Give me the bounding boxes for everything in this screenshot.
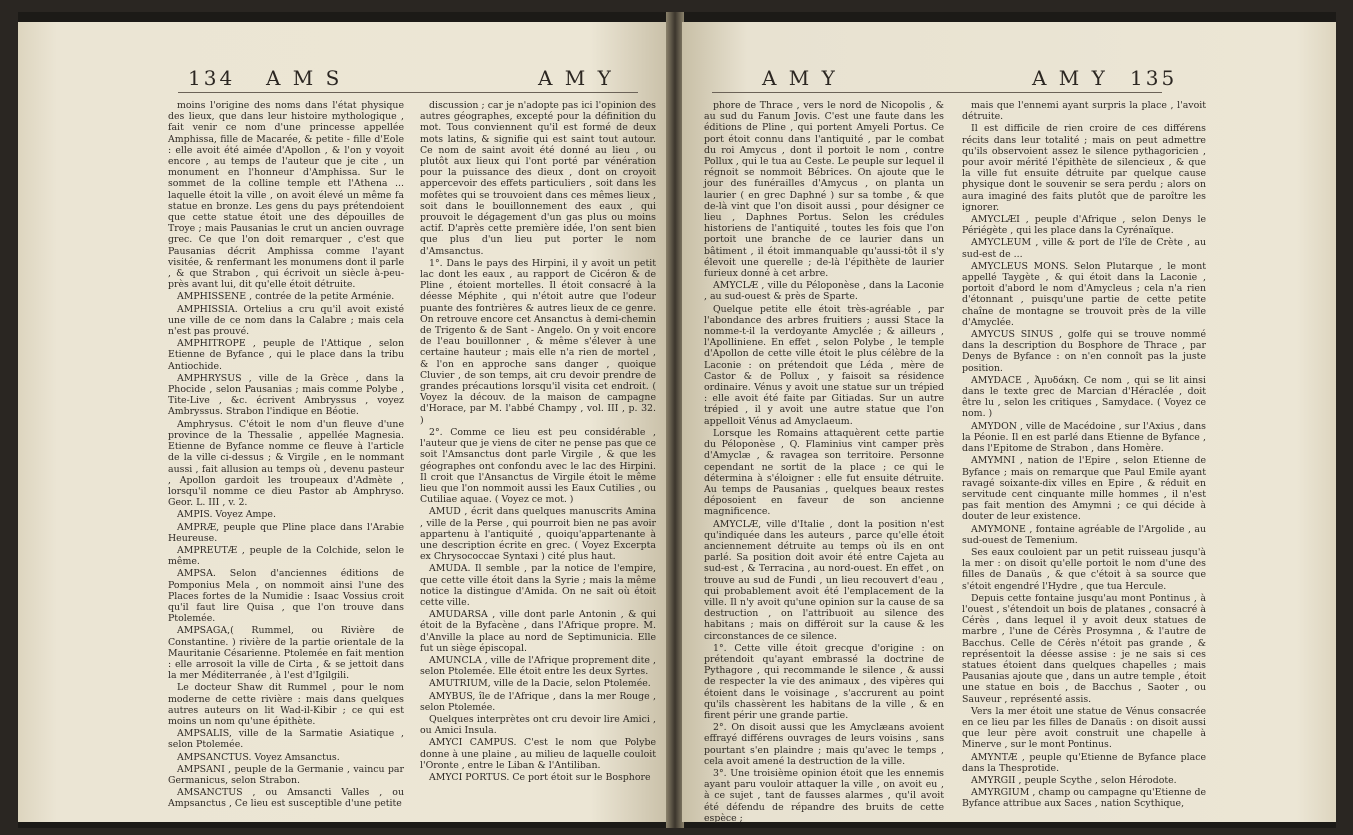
dictionary-entry: mais que l'ennemi ayant surpris la place , l'avoit détruite.	[962, 100, 1206, 123]
dictionary-entry: 1°. Dans le pays des Hirpini, il y avoit un petit lac dont les eaux , au rapport de Cicéron & de Pline , étoient mortelles. Il étoit consacré à la déesse Méphite , qui n'étoit autre que l'odeur puante des fontrières & autres lieux de ce genre. On retrouve encore cet Ansanctus à demi-chemin de Trigento & de Sant - Angelo. On y voit encore de l'eau bouillonner , & même s'élever à une certaine hauteur ; mais elle n'a rien de mortel , & l'on en approche sans danger , quoique Cluvier , de son temps, ait cru devoir prendre de grandes précautions lorsqu'il visita cet endroit. ( Voyez la découv. de la maison de campagne d'Horace, par M. l'abbé Champy , vol. III , p. 32. )	[420, 257, 656, 426]
dictionary-entry: Amphrysus. C'étoit le nom d'un fleuve d'une province de la Thessalie , appellée Magnesia. Etienne de Byfance nomme ce fleuve à l'article de la ville ci-dessus ; & Virgile , en le nommant aussi , fait allusion au temps où , devenu pasteur , Apollon gardoit les troupeaux d'Admète , lorsqu'il nomme ce dieu Pastor ab Amphryso. Geor. L. III , v. 2.	[168, 418, 404, 509]
dictionary-entry: AMSANCTUS , ou Amsancti Valles , ou Ampsanctus , Ce lieu est susceptible d'une petite	[168, 787, 404, 810]
dictionary-entry: AMPSAGA,( Rummel, ou Rivière de Constantine. ) rivière de la partie orientale de la Mauritanie Césarienne. Ptolemée en fait mention : elle arrosoit la ville de Cirta , & se jettoit dans la mer Méditerranée , à l'est d'Igilgili.	[168, 625, 404, 682]
right-header-right: A M Y	[1032, 66, 1108, 90]
dictionary-entry: Ses eaux couloient par un petit ruisseau jusqu'à la mer : on disoit qu'elle portoit le nom d'une des filles de Danaüs , & que c'étoit à sa source que s'étoit engendré l'Hydre , que tua Hercule.	[962, 546, 1206, 592]
dictionary-entry: Il est difficile de rien croire de ces différens récits dans leur totalité ; mais on peut admettre qu'ils observoient assez le silence pythagoricien , pour avoir mérité l'épithète de silencieux , & que la ville fut ensuite détruite par quelque cause physique dont le souvenir se sera perdu ; alors on aura imaginé des faits plutôt que de paroître les ignorer.	[962, 123, 1206, 213]
left-page-number: 134	[188, 66, 236, 90]
dictionary-entry: AMYNTÆ , peuple qu'Etienne de Byfance place dans la Thesprotide.	[962, 751, 1206, 774]
dictionary-entry: 3°. Une troisième opinion étoit que les ennemis ayant paru vouloir attaquer la ville , on avoit eu , à ce sujet , tant de fausses alarmes , qu'il avoit été défendu de répandre des bruits de cette espèce ;	[704, 767, 944, 824]
dictionary-entry: AMPRÆ, peuple que Pline place dans l'Arabie Heureuse.	[168, 521, 404, 544]
dictionary-entry: AMYCUS SINUS , golfe qui se trouve nommé dans la description du Bosphore de Thrace , par Denys de Byfance : on n'en connoît pas la juste position.	[962, 329, 1206, 374]
right-header-left: A M Y	[762, 66, 838, 90]
dictionary-entry: AMPHRYSUS , ville de la Grèce , dans la Phocide , selon Pausanias ; mais comme Polybe , Tite-Live , &c. écrivent Ambryssus , voyez Ambryssus. Strabon l'indique en Béotie.	[168, 372, 404, 418]
dictionary-entry: AMYDON , ville de Macédoine , sur l'Axius , dans la Péonie. Il en est parlé dans Etienne de Byfance , dans l'Epitome de Strabon , dans Homère.	[962, 420, 1206, 455]
dictionary-entry: AMUNCLA , ville de l'Afrique proprement dite , selon Ptolemée. Elle étoit entre les deux Syrtes.	[420, 654, 656, 678]
dictionary-entry: AMYCLÆI , peuple d'Afrique , selon Denys le Périégète , qui les place dans la Cyrénaïque.	[962, 214, 1206, 237]
dictionary-entry: 2°. On disoit aussi que les Amyclæans avoient effrayé différens ouvrages de leurs voisins , sans pourtant s'en plaindre ; mais qu'avec le temps , cela avoit amené la destruction de la ville.	[704, 722, 944, 767]
dictionary-entry: Vers la mer étoit une statue de Vénus consacrée en ce lieu par les filles de Danaüs : on disoit aussi que leur père avoit construit une chapelle à Minerve , sur le mont Pontinus.	[962, 705, 1206, 751]
dictionary-entry: AMUTRIUM, ville de la Dacie, selon Ptolemée.	[429, 678, 651, 690]
left-header-left: A M S	[266, 66, 343, 90]
dictionary-entry: AMYBUS, île de l'Afrique , dans la mer Rouge , selon Ptolemée.	[420, 690, 656, 713]
dictionary-entry: AMUDARSA , ville dont parle Antonin , & qui étoit de la Byfacène , dans l'Afrique propre. M. d'Anville la place au nord de Septimunicia. Elle fut un siège épiscopal.	[420, 609, 656, 654]
right-column-1	[704, 100, 944, 824]
dictionary-entry: phore de Thrace , vers le nord de Nicopolis , & au sud du Fanum Jovis. C'est une faute dans les éditions de Pline , qui portent Amyeli Portus. Ce port étoit connu dans l'antiquité , par le combat du roi Amycus , dont il portoit le nom , contre Pollux , qui le tua au Ceste. Le peuple sur lequel il régnoit se nommoit Bébrices. On ajoute que le jour des funérailles d'Amycus , on planta un laurier ( en grec Daphné ) sur sa tombe , & que de-là vint que l'on disoit aussi , pour désigner ce lieu , Daphnes Portus. Selon les crédules historiens de l'antiquité , toutes les fois que l'on portoit une branche de ce laurier dans un bâtiment , il étoit immanquable qu'aussi-tôt il s'y élevoit une querelle ; de-là l'épithète de laurier furieux donné à cet arbre.	[704, 100, 944, 280]
dictionary-entry: 2°. Comme ce lieu est peu considérable , l'auteur que je viens de citer ne pense pas que ce soit l'Amsanctus dont parle Virgile , & que les géographes ont confondu avec le lac des Hirpini. Il croit que l'Ansanctus de Virgile étoit le même lieu que l'on nommoit aussi les Eaux Cutilies , ou Cutiliae aquae. ( Voyez ce mot. )	[420, 426, 656, 506]
right-page-number: 135	[1130, 66, 1178, 90]
dictionary-entry: AMYCI PORTUS. Ce port étoit sur le Bosphore	[429, 771, 651, 783]
right-column-2	[962, 100, 1206, 812]
dictionary-entry: AMYRGIUM , champ ou campagne qu'Etienne de Byfance attribue aux Saces , nation Scythique,	[962, 787, 1206, 810]
dictionary-entry: AMYRGII , peuple Scythe , selon Hérodote.	[971, 774, 1177, 786]
dictionary-entry: AMPREUTÆ , peuple de la Colchide, selon le même.	[168, 544, 404, 568]
left-header-right: A M Y	[538, 66, 614, 90]
dictionary-entry: AMPHISSIA. Ortelius a cru qu'il avoit existé une ville de ce nom dans la Calabre ; mais cela n'est pas prouvé.	[168, 303, 404, 338]
dictionary-entry: discussion ; car je n'adopte pas ici l'opinion des autres géographes, excepté pour la définition du mot. Tous conviennent qu'il est formé de deux mots latins, & signifie qui est saint tout autour. Ce nom de saint avoit été donné au lieu , ou plutôt aux lieux qui l'ont porté par vénération pour la puissance des dieux , dont on croyoit appercevoir des effets particuliers , soit dans les mofètes qui se trouvoient dans ces mêmes lieux , soit dans le bouillonnement des eaux , qui prouvoit le dégagement d'un gas plus ou moins actif. D'après cette première idée, l'on sent bien que plus d'un lieu put porter le nom d'Amsanctus.	[420, 100, 656, 257]
dictionary-entry: Lorsque les Romains attaquèrent cette partie du Péloponèse , Q. Flaminius vint camper près d'Amyclæ , & ravagea son territoire. Personne cependant ne sortit de la place ; ce qui le détermina à s'éloigner : elle fut ensuite détruite. Au temps de Pausanias , quelques beaux restes déposoient en faveur de son ancienne magnificence.	[704, 427, 944, 518]
dictionary-entry: AMYMONE , fontaine agréable de l'Argolide , au sud-ouest de Temenium.	[962, 523, 1206, 546]
dictionary-entry: AMYCLÆ, ville d'Italie , dont la position n'est qu'indiquée dans les auteurs , parce qu'elle étoit anciennement détruite au temps où ils en ont parlé. Sa position doit avoir été entre Cajeta au sud-est , & Terracina , au nord-ouest. En effet , on trouve au sud de Fundi , un lieu recouvert d'eau , qui probablement avoit été l'emplacement de la ville. Il n'y avoit qu'une opinion sur la cause de sa destruction , on l'attribuoit au silence des habitans ; mais on différoit sur la cause & les circonstances de ce silence.	[704, 518, 944, 642]
dictionary-entry: AMPSALIS, ville de la Sarmatie Asiatique , selon Ptolemée.	[168, 728, 404, 751]
dictionary-entry: AMPSA. Selon d'anciennes éditions de Pomponius Mela , on nommoit ainsi l'une des Places fortes de la Numidie : Isaac Vossius croit qu'il faut lire Quisa , que l'on trouve dans Ptolemée.	[168, 568, 404, 625]
left-page	[18, 22, 668, 822]
dictionary-entry: AMPSANCTUS. Voyez Amsanctus.	[177, 751, 340, 763]
dictionary-entry: AMPIS. Voyez Ampe.	[177, 509, 276, 521]
book-spread	[18, 12, 1336, 828]
left-column-2-hidden	[420, 100, 656, 812]
dictionary-entry: AMPHITROPE , peuple de l'Attique , selon Etienne de Byfance , qui le place dans la tribu Antiochide.	[168, 338, 404, 372]
dictionary-entry: AMYCLEUS MONS. Selon Plutarque , le mont appellé Taygète , & qui étoit dans la Laconie , portoit d'abord le nom d'Amycleus ; cela n'a rien d'étonnant , puisqu'une partie de cette petite chaîne de montagne se trouvoit près de la ville d'Amyclée.	[962, 260, 1206, 328]
left-running-head	[18, 66, 668, 92]
dictionary-entry: AMUDA. Il semble , par la notice de l'empire, que cette ville étoit dans la Syrie ; mais la même notice la distingue d'Amida. On ne sait où étoit cette ville.	[420, 563, 656, 608]
dictionary-entry: AMYCLEUM , ville & port de l'île de Crète , au sud-est de ...	[962, 237, 1206, 260]
dictionary-entry: Quelque petite elle étoit très-agréable , par l'abondance des arbres fruitiers ; aussi Stace la nomme-t-il la verdoyante Amyclée ; & ailleurs , l'Apolliniene. En effet , selon Polybe , le temple d'Apollon de cette ville étoit le plus célèbre de la Laconie : on prétendoit que Léda , mère de Castor & de Pollux , y faisoit sa résidence ordinaire. Vénus y avoit une statue sur un trépied : elle avoit été faite par Gitiadas. Sur un autre trépied , il y avoit une autre statue que l'on appelloit Vénus ad Amyclaeum.	[704, 303, 944, 427]
right-page	[682, 22, 1336, 822]
dictionary-entry: AMYCLÆ , ville du Péloponèse , dans la Laconie , au sud-ouest & près de Sparte.	[704, 280, 944, 303]
left-column-1	[168, 100, 404, 812]
right-running-head	[682, 66, 1336, 92]
dictionary-entry: AMYMNI , nation de l'Epire , selon Etienne de Byfance ; mais on remarque que Paul Emile ayant ravagé soixante-dix villes en Epire , & réduit en servitude cent cinquante mille hommes , il n'est pas fait mention des Amymni ; ce qui décide à douter de leur existence.	[962, 455, 1206, 523]
left-header-rule	[178, 92, 638, 93]
dictionary-entry: Le docteur Shaw dit Rummel , pour le nom moderne de cette rivière : mais dans quelques autres auteurs on lit Wad-il-Kibir ; ce qui est moins un nom qu'une épithète.	[168, 682, 404, 727]
dictionary-entry: AMUD , écrit dans quelques manuscrits Amina , ville de la Perse , qui pourroit bien ne pas avoir appartenu à l'antiquité , quoiqu'appartenante à une description écrite en grec. ( Voyez Excerpta ex Chrysococcae Syntaxi ) cité plus haut.	[420, 506, 656, 563]
dictionary-entry: Depuis cette fontaine jusqu'au mont Pontinus , à l'ouest , s'étendoit un bois de platanes , consacré à Cérès , dans lequel il y avoit deux statues de marbre , l'une de Cérès Prosymna , & l'autre de Bacchus. Celle de Cérès n'étoit pas grande , & représentoit la déesse assise : je ne sais si ces statues étoient dans quelques chapelles ; mais Pausanias ajoute que , dans un autre temple , étoit une statue en bois , de Bacchus , Saoter , ou Sauveur , représenté assis.	[962, 592, 1206, 705]
dictionary-entry: AMYCI CAMPUS. C'est le nom que Polybe donne à une plaine , au milieu de laquelle couloit l'Oronte , entre le Liban & l'Antiliban.	[420, 737, 656, 771]
dictionary-entry: moins l'origine des noms dans l'état physique des lieux, que dans leur histoire mythologique , fait venir ce nom d'une princesse appellée Amphissa, fille de Macarée, & petite - fille d'Eole : elle avoit été aimée d'Apollon , & l'on y voyoit encore , au temps de l'auteur que je cite , un monument en l'honneur d'Amphissa. Sur le sommet de la colline temple ett l'Athena ... laquelle étoit la ville , on avoit élevé un même fa statue en bronze. Les gens du pays prétendoient que cette statue étoit une des dépouilles de Troye ; mais Pausanias le crut un ancien ouvrage grec. Ce que l'on doit remarquer , c'est que Pausanias décrit Amphissa comme l'ayant visitée, & renfermant les monumens dont il parle , & que Strabon , qui écrivoit un siècle à-peu-près avant lui, dit qu'elle étoit détruite.	[168, 100, 404, 291]
dictionary-entry: AMPHISSENE , contrée de la petite Arménie.	[177, 291, 395, 303]
dictionary-entry: AMPSANI , peuple de la Germanie , vaincu par Germanicus, selon Strabon.	[168, 763, 404, 786]
dictionary-entry: 1°. Cette ville étoit grecque d'origine : on prétendoit qu'ayant embrassé la doctrine de Pythagore , qui recommande le silence , & aussi de respecter la vie des animaux , des vipères qui étoient dans le voisinage , s'accrurent au point qu'ils chassèrent les habitans de la ville , & en firent périr une grande partie.	[704, 642, 944, 721]
dictionary-entry: Quelques interprètes ont cru devoir lire Amici , ou Amici Insula.	[420, 713, 656, 737]
dictionary-entry: AMYDACE , Ἀμυδάκη. Ce nom , qui se lit ainsi dans le texte grec de Marcian d'Héraclée , doit être lu , selon les critiques , Samydace. ( Voyez ce nom. )	[962, 374, 1206, 420]
right-header-rule	[712, 92, 1162, 93]
